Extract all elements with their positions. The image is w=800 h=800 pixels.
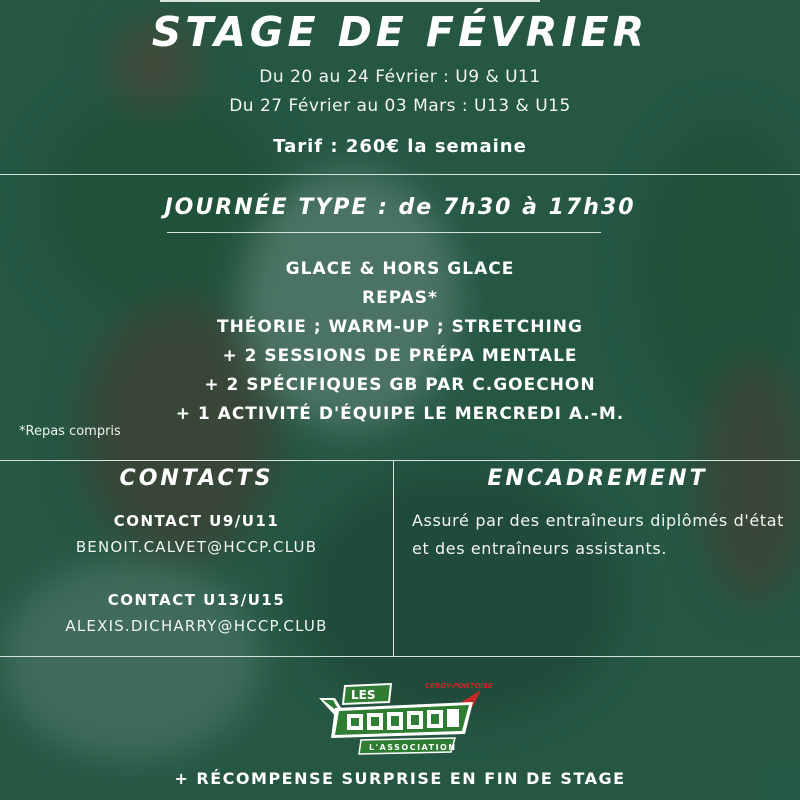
contact-label-u13-u15: CONTACT U13/U15 [107,591,286,609]
contact-label-u9-u11: CONTACT U9/U11 [113,512,280,530]
column-divider [393,460,394,656]
divider-1 [0,174,800,175]
divider-2 [0,460,800,461]
footnote: *Repas compris [19,424,121,439]
program-list [0,255,800,429]
date-line-1: Du 20 au 24 Février : U9 & U11 [259,67,541,87]
program-item: + 2 SESSIONS DE PRÉPA MENTALE [222,346,578,366]
divider-3 [0,656,800,657]
logo-sub-text: L'ASSOCIATION [369,743,457,752]
logo-les-text: LES [351,688,376,702]
program-item: REPAS* [362,288,438,308]
encadrement-text: Assuré par des entraîneurs diplômés d'état et des entraîneurs assistants. [412,511,784,558]
day-schedule-title: JOURNÉE TYPE : de 7h30 à 17h30 [164,195,636,220]
day-title-underline [167,232,601,233]
price: Tarif : 260€ la semaine [273,136,527,157]
bottom-reward-text: + RÉCOMPENSE SURPRISE EN FIN DE STAGE [174,769,626,788]
contact-email-u13-u15[interactable]: ALEXIS.DICHARRY@HCCP.CLUB [65,617,328,635]
jokers-logo [305,668,495,758]
logo-top-text: CERGY-PONTOISE [425,682,493,690]
contact-email-u9-u11[interactable]: BENOIT.CALVET@HCCP.CLUB [75,538,318,556]
top-divider [160,0,540,2]
program-item: + 1 ACTIVITÉ D'ÉQUIPE LE MERCREDI A.-M. [175,404,625,424]
date-line-2: Du 27 Février au 03 Mars : U13 & U15 [229,96,571,116]
program-item: + 2 SPÉCIFIQUES GB PAR C.GOECHON [204,375,596,395]
contacts-title: CONTACTS [119,466,274,491]
encadrement-title: ENCADREMENT [487,466,708,491]
program-item: THÉORIE ; WARM-UP ; STRETCHING [216,317,583,337]
page-title: STAGE DE FÉVRIER [151,8,649,56]
program-item: GLACE & HORS GLACE [285,259,515,279]
